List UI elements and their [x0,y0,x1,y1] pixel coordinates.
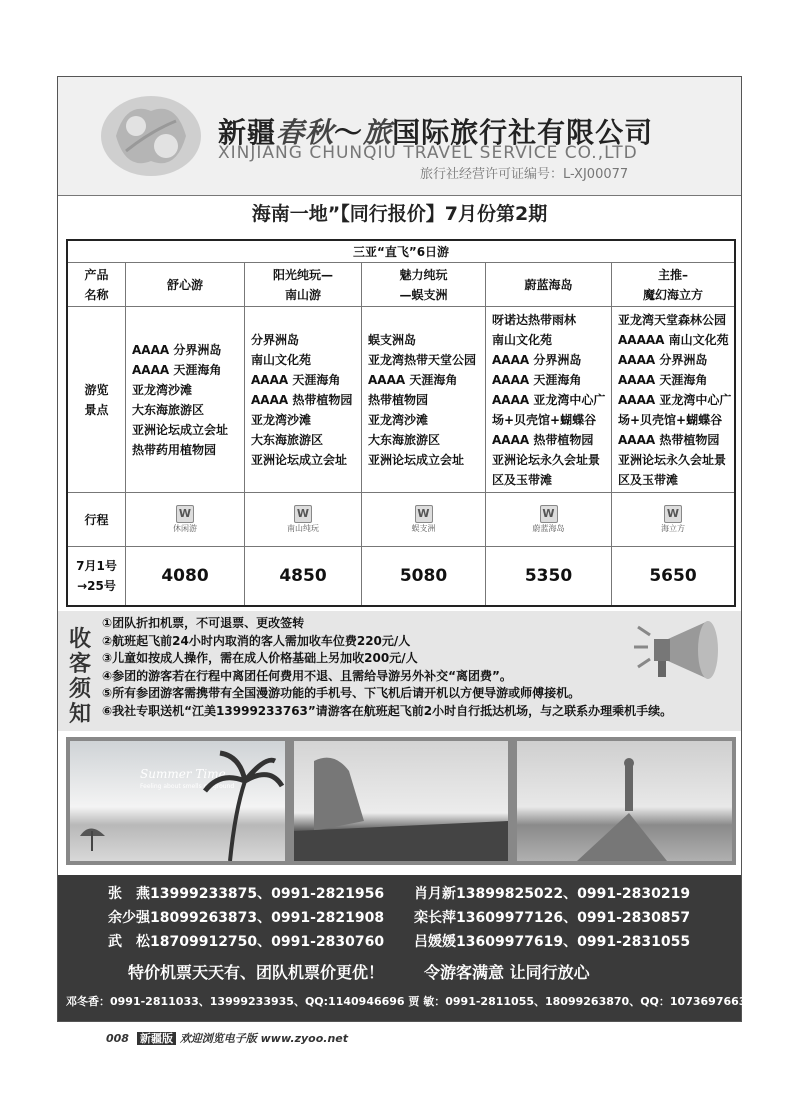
document-icon[interactable]: W [176,505,194,523]
license-number: 旅行社经营许可证编号：L-XJ00077 [420,167,629,182]
company-name-cn: 新疆春秋〜旅国际旅行社有限公司 [218,116,654,149]
row-label-product-line: 产品 [84,267,109,282]
contact-extra: 邓冬香：0991-2811033、13999233935、QQ:1140946696 贾 敏：0991-2811055、18099263870、QQ：1073697663 [66,995,747,1008]
itinerary-cell [612,493,734,547]
company-logo-icon [96,91,206,181]
itinerary-cell [126,493,245,547]
spot-item: 大东海旅游区 [368,432,441,447]
contact-left-3: 武 松18709912750、0991-2830760 [108,934,385,950]
contact-right-1: 肖月新13899825022、0991-2830219 [414,886,691,902]
row-label-itinerary: 行程 [68,493,126,547]
spot-item: 亚龙湾天堂森林公园 [618,312,727,327]
itinerary-label: 蜈支洲 [411,523,436,533]
contact-right-3: 吕媛媛13609977619、0991-2831055 [414,934,691,950]
product-name-line: 魔幻海立方 [642,287,703,302]
product-spots [362,307,486,493]
notice-item: ①团队折扣机票，不可退票、更改签转 [102,616,305,630]
spot-item: AAAA 天涯海角 [251,372,341,387]
notice-item: ⑤所有参团游客需携带有全国漫游功能的手机号、下飞机后请开机以方便导游或师傅接机。 [102,686,581,700]
product-name-line: —蜈支洲 [399,287,448,302]
spot-item: AAAA 热带植物园 [251,392,353,407]
itinerary-cell [486,493,612,547]
spot-item: 亚龙湾沙滩 [368,412,429,427]
document-icon[interactable]: W [664,505,682,523]
price-value: 5350 [486,547,612,605]
page-footer: 008 新疆版 欢迎浏览电子版 www.zyoo.net [106,1032,349,1045]
spot-item: AAAA 亚龙湾中心广 [492,392,606,407]
notice-item: ④参团的游客若在行程中离团任何费用不退、且需给导游另外补交“离团费”。 [102,668,512,683]
spot-item: AAAA 热带植物园 [618,432,720,447]
price-table [66,239,736,607]
notice-label-char: 知 [68,702,91,727]
document-icon[interactable]: W [415,505,433,523]
spot-item: 区及玉带滩 [492,472,553,487]
document-icon[interactable]: W [540,505,558,523]
spot-item: 亚龙湾沙滩 [251,412,312,427]
row-label-date-line: 7月1号 [76,559,117,573]
product-name [245,263,362,307]
product-name-line: 南山游 [284,287,321,302]
row-label-date [68,547,126,605]
spot-item: AAAA 天涯海角 [492,372,582,387]
contacts-section [58,875,747,1021]
spot-item: AAAA 分界洲岛 [492,352,582,367]
company-header [58,77,741,196]
spot-item: 亚洲论坛永久会址景 [492,452,601,467]
itinerary-label: 海立方 [661,523,685,533]
price-value: 5650 [649,566,697,586]
photo-caption-title: Summer Time [140,767,226,781]
row-label-product [68,263,126,307]
spots-row [68,307,734,493]
spot-item: 分界洲岛 [251,332,300,347]
spot-item: 大东海旅游区 [132,402,205,417]
product-spots [126,307,245,493]
page-title: 海南一地”【同行报价】7月份第2期 [251,203,548,225]
row-label-spots [68,307,126,493]
spot-item: 亚龙湾沙滩 [132,382,193,397]
spot-item: 场+贝壳馆+蝴蝶谷 [618,412,723,427]
spot-item: 区及玉带滩 [618,472,679,487]
product-spots [612,307,734,493]
statue-photo [294,741,508,861]
spot-item: AAAA 天涯海角 [132,362,222,377]
palm-tree-icon [70,741,285,861]
product-name [126,263,245,307]
spot-item: 南山文化苑 [251,352,312,367]
itinerary-cell [245,493,362,547]
megaphone-icon [628,617,733,687]
spot-item: 亚龙湾热带天堂公园 [368,352,477,367]
photo-caption-sub: Feeling about smells on ground [140,783,235,790]
product-name-line: 阳光纯玩— [272,267,333,282]
price-value: 4850 [245,547,362,605]
spot-item: 亚洲论坛成立会址 [251,452,348,467]
table-caption-row [68,241,734,263]
product-name-line: 魅力纯玩 [399,267,448,282]
product-row [68,263,734,307]
notice-item: ③儿童如按成人操作，需在成人价格基础上另加收200元/人 [102,651,418,665]
spot-item: 蜈支洲岛 [368,332,417,347]
product-spots [486,307,612,493]
beach-photo [70,741,285,861]
spot-item: 大东海旅游区 [251,432,324,447]
product-name-line: 主推– [657,267,688,282]
itinerary-label: 休闲游 [173,523,197,533]
table-caption: 三亚“直飞”6日游 [68,241,734,263]
guanyin-photo [517,741,732,861]
spot-item: 亚洲论坛成立会址 [368,452,465,467]
contact-left-2: 余少强18099263873、0991-2821908 [108,910,385,926]
photo-strip [66,737,736,865]
notice-list [102,615,672,720]
product-name [486,263,612,307]
row-label-product-line: 名称 [84,287,109,302]
spot-item: 亚洲论坛成立会址 [132,422,229,437]
spot-item: AAAA 亚龙湾中心广 [618,392,732,407]
spot-item: 热带植物园 [368,392,429,407]
product-name-line: 蔚蓝海岛 [524,277,573,292]
spot-item: AAAAA 南山文化苑 [618,332,729,347]
itinerary-label: 南山纯玩 [287,523,319,533]
spot-item: 场+贝壳馆+蝴蝶谷 [492,412,597,427]
spot-item: 南山文化苑 [492,332,553,347]
product-name [612,263,734,307]
spot-item: 呀诺达热带雨林 [492,312,577,327]
spot-item: AAAA 天涯海角 [368,372,458,387]
row-label-spots-line: 游览 [84,382,109,397]
document-icon[interactable]: W [294,505,312,523]
slogan: 特价机票天天有、团队机票价更优！ 令游客满意 让同行放心 [128,963,590,982]
itinerary-row [68,493,734,547]
price-row [68,547,734,605]
product-name [362,263,486,307]
notice-label-char: 收 [68,627,91,652]
product-spots [245,307,362,493]
price-value: 4080 [126,547,245,605]
spot-item: 亚洲论坛永久会址景 [618,452,727,467]
price-value: 5080 [362,547,486,605]
spot-item: AAAA 分界洲岛 [618,352,708,367]
company-name-en: XINJIANG CHUNQIU TRAVEL SERVICE CO.,LTD [218,143,638,163]
spot-item: AAAA 热带植物园 [492,432,594,447]
row-label-spots-line: 景点 [84,402,109,417]
product-name-line: 舒心游 [166,277,203,292]
row-label-date-line: →25号 [77,579,116,593]
notice-label [66,627,94,727]
contact-right-2: 栾长萍13609977126、0991-2830857 [414,910,691,926]
notice-label-char: 客 [68,652,91,677]
spot-item: AAAA 分界洲岛 [132,342,222,357]
contact-left-1: 张 燕13999233875、0991-2821956 [108,886,385,902]
notice-section [58,611,741,731]
spot-item: 热带药用植物园 [132,442,217,457]
flyer-sheet [57,76,747,1022]
notice-item: ②航班起飞前24小时内取消的客人需加收车位费220元/人 [102,633,411,648]
notice-item: ⑥我社专职送机“江美13999233763”请游客在航班起飞前2小时自行抵达机场，与之联系办理乘机手续。 [102,703,673,718]
spot-item: AAAA 天涯海角 [618,372,708,387]
notice-label-char: 须 [68,677,91,702]
itinerary-cell [362,493,486,547]
itinerary-label: 蔚蓝海岛 [532,523,565,533]
